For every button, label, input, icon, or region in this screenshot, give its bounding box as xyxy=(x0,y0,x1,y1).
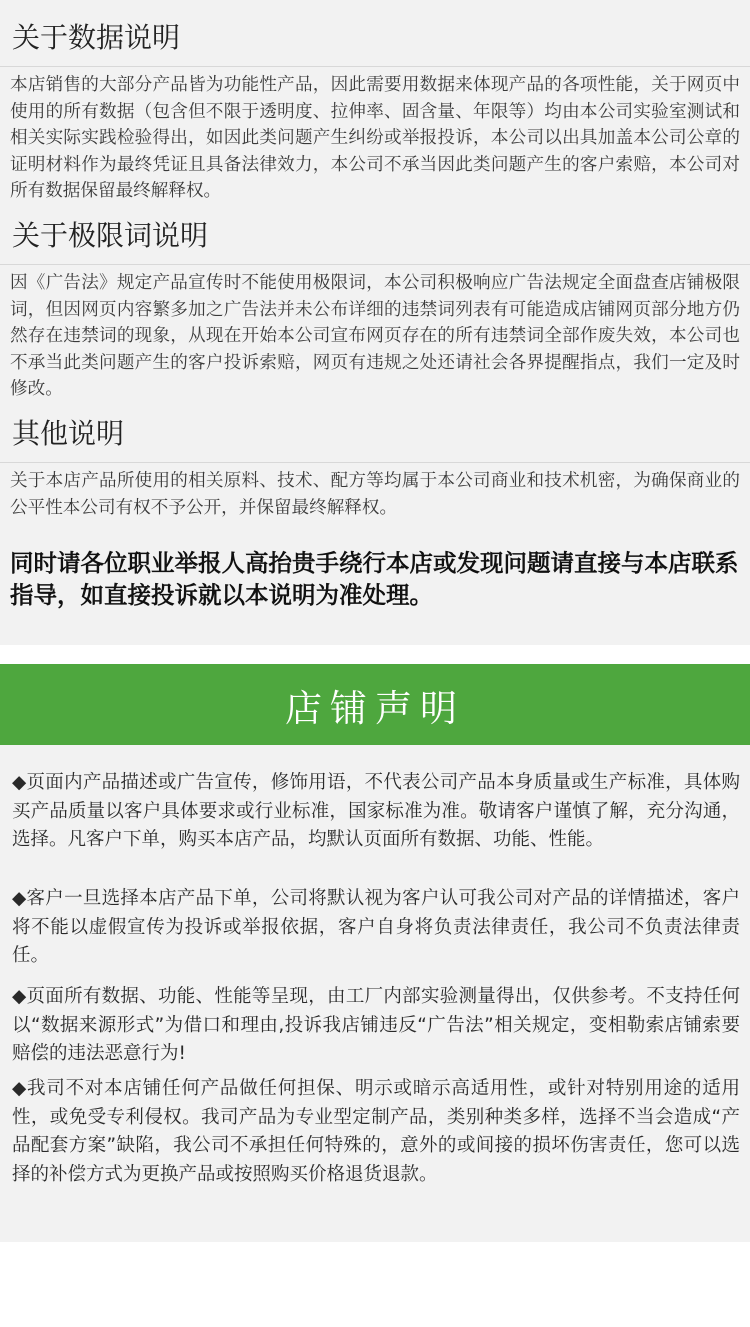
section-divider xyxy=(0,264,750,265)
section-title-extreme-words: 关于极限词说明 xyxy=(12,219,209,252)
banner-title: 店铺声明 xyxy=(285,686,465,730)
section-body-extreme-words: 因《广告法》规定产品宣传时不能使用极限词，本公司积极响应广告法规定全面盘查店铺极限词，但因网页内容繁多加之广告法并未公布详细的违禁词列表有可能造成店铺网页部分地方仍然存在违禁词的现象，从现在开始本公司宣布网页存在的所有违禁词全部作废失效，本公司也不承当此类问题产生的客户投诉索赔，网页有违规之处还请社会各界提醒指点，我们一定及时修改。 xyxy=(10,273,740,399)
section-body-data: 本店销售的大部分产品皆为功能性产品，因此需要用数据来体现产品的各项性能，关于网页中使用的所有数据（包含但不限于透明度、拉伸率、固含量、年限等）均由本公司实验室测试和相关实际实践检验得出，如因此类问题产生纠纷或举报投诉，本公司以出具加盖本公司公章的证明材料作为最终凭证且具备法律效力，本公司不承当因此类问题产生的客户索赔，本公司对所有数据保留最终解释权。 xyxy=(10,75,740,201)
section-title-other: 其他说明 xyxy=(12,417,125,450)
statement-panel xyxy=(0,745,750,1242)
statement-item: ◆客户一旦选择本店产品下单，公司将默认视为客户认可我公司对产品的详情描述，客户将不能以虚假宣传为投诉或举报依据，客户自身将负责法律责任，我公司不负责法律责任。 xyxy=(12,888,740,966)
reporter-notice: 同时请各位职业举报人高抬贵手绕行本店或发现问题请直接与本店联系指导，如直接投诉就以本说明为准处理。 xyxy=(10,549,739,609)
statement-item: ◆我司不对本店铺任何产品做任何担保、明示或暗示高适用性，或针对特别用途的适用性，或免受专利侵权。我司产品为专业型定制产品，类别种类多样，选择不当会造成“产品配套方案”缺陷，我公司不承担任何特殊的，意外的或间接的损坏伤害责任，您可以选择的补偿方式为更换产品或按照购买价格退货退款。 xyxy=(12,1078,740,1185)
statement-item: ◆页面所有数据、功能、性能等呈现，由工厂内部实验测量得出，仅供参考。不支持任何以“数据来源形式”为借口和理由,投诉我店铺违反“广告法”相关规定，变相勒索店铺索要赔偿的违法恶意行为! xyxy=(12,986,740,1064)
store-statement-banner xyxy=(0,664,750,745)
disclaimer-panel xyxy=(0,0,750,645)
section-divider xyxy=(0,462,750,463)
section-body-other: 关于本店产品所使用的相关原料、技术、配方等均属于本公司商业和技术机密，为确保商业的公平性本公司有权不予公开，并保留最终解释权。 xyxy=(10,471,740,518)
spacer xyxy=(0,645,750,664)
statement-item: ◆页面内产品描述或广告宣传，修饰用语，不代表公司产品本身质量或生产标准，具体购买产品质量以客户具体要求或行业标准，国家标准为准。敬请客户谨慎了解，充分沟通，选择。凡客户下单，购买本店产品，均默认页面所有数据、功能、性能。 xyxy=(12,772,740,850)
section-title-data: 关于数据说明 xyxy=(12,21,181,54)
section-divider xyxy=(0,66,750,67)
